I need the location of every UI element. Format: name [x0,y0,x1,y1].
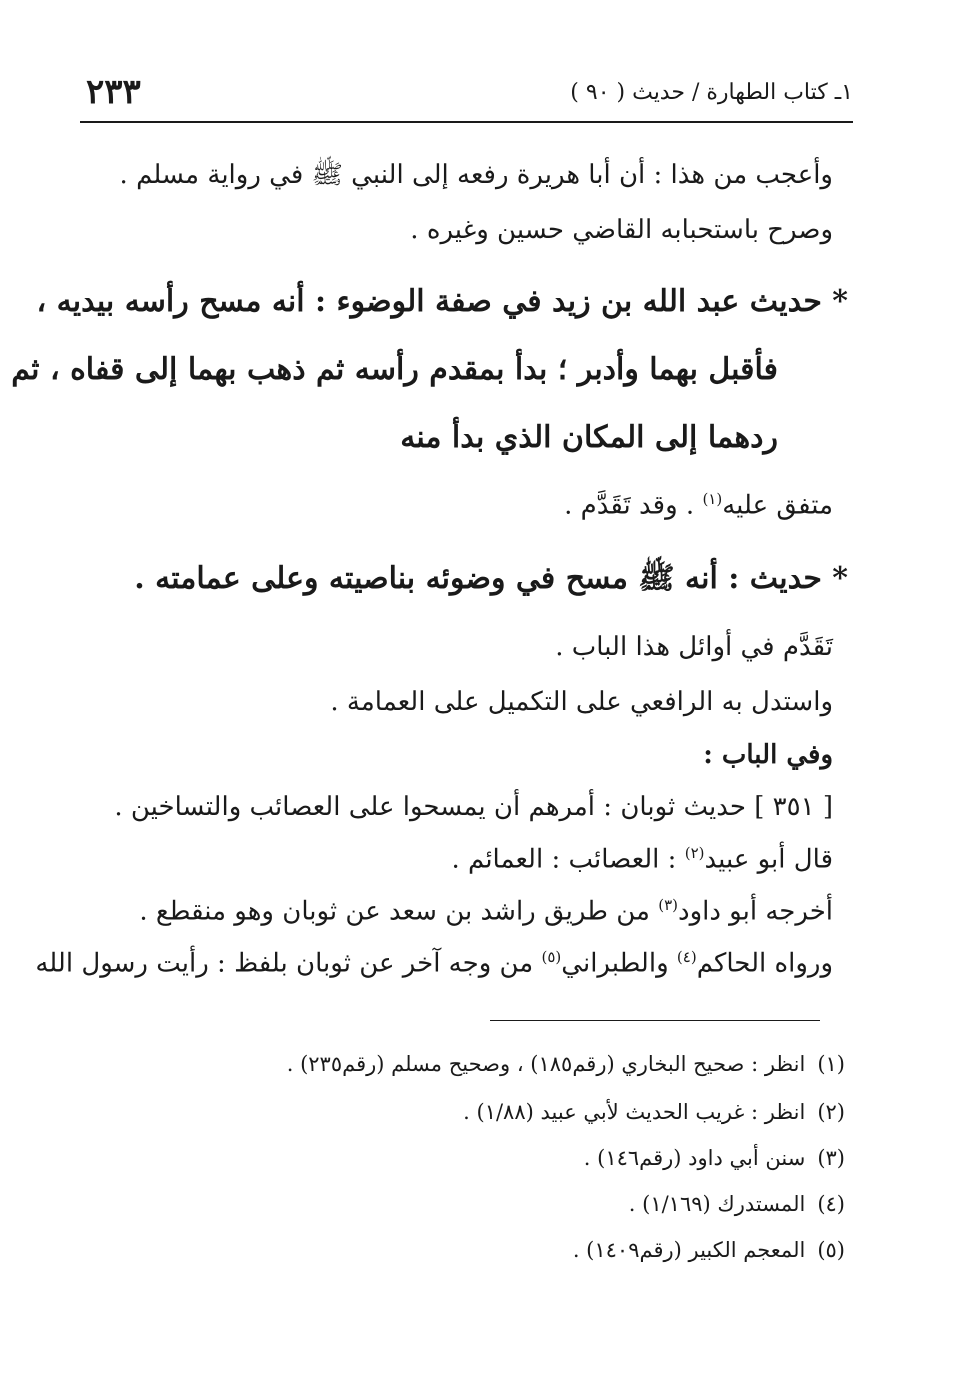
footnote [629,1192,845,1216]
text-run: من وجه آخر عن ثوبان بلفظ : رأيت رسول الله [35,948,542,979]
footnote [287,1052,845,1076]
paragraph-line: واستدل به الرافعي على التكميل على العمامة . [330,687,833,717]
text-run: متفق عليه [722,490,833,521]
header-divider [80,121,853,123]
text-run: من طريق راشد بن سعد عن ثوبان وهو منقطع . [139,896,659,927]
footnote-number: (٤) [817,1192,845,1216]
paragraph-line: [ ٣٥١ ] حديث ثوبان : أمرهم أن يمسحوا على العصائب والتساخين . [114,792,833,822]
footnote-text: المستدرك (١/١٦٩) . [628,1192,806,1216]
footnote-text: انظر : غريب الحديث لأبي عبيد (١/٨٨) . [463,1100,806,1124]
footnote-divider [490,1020,820,1021]
text-run: : العصائب : العمائم . [451,844,685,875]
footnote [463,1100,845,1124]
footnote-number: (١) [817,1052,845,1076]
paragraph-line [35,948,833,979]
paragraph-line: وأعجب من هذا : أن أبا هريرة رفعه إلى النبي ﷺ في رواية مسلم . [119,160,833,190]
footnote-ref[interactable]: (١) [702,490,723,508]
running-header [80,72,853,118]
hadith-heading-line: ردهما إلى المكان الذي بدأ منه [400,420,778,455]
paragraph-line [139,896,833,927]
footnote-number: (٣) [817,1146,845,1170]
section-heading: وفي الباب : [703,740,833,770]
hadith-heading-line: * حديث : أنه ﷺ مسح في وضوئه بناصيته وعلى عمامته . [134,561,848,596]
text-run: أخرجه أبو داود [677,896,833,927]
text-run: قال أبو عبيد [704,844,833,875]
paragraph-line [451,844,833,875]
page-number: ٢٣٣ [86,72,141,112]
paragraph-line: وصرح باستحبابه القاضي حسين وغيره . [410,215,833,245]
footnote-ref[interactable]: (٢) [684,844,705,862]
hadith-heading-line: * حديث عبد الله بن زيد في صفة الوضوء : أنه مسح رأسه بيديه ، [36,284,848,319]
footnote-text: المعجم الكبير (رقم١٤٠٩) . [572,1238,806,1262]
footnote-number: (٢) [817,1100,845,1124]
hadith-heading-line: فأقبل بهما وأدبر ؛ بدأ بمقدم رأسه ثم ذهب بهما إلى قفاه ، ثم [11,352,778,387]
text-run: والطبراني [561,948,677,979]
footnote-number: (٥) [817,1238,845,1262]
text-run: ورواه الحاكم [696,948,833,979]
footnote [573,1238,845,1262]
paragraph-line [564,490,833,521]
footnote-text: انظر : صحيح البخاري (رقم١٨٥) ، وصحيح مسلم (رقم٢٣٥) . [286,1052,806,1076]
text-run: . وقد تَقَدَّم . [564,490,703,521]
footnote-ref[interactable]: (٣) [658,896,678,914]
footnote-ref[interactable]: (٤) [676,948,697,966]
footnote-ref[interactable]: (٥) [541,948,562,966]
paragraph-line: تَقَدَّم في أوائل هذا الباب . [555,632,833,662]
footnote [584,1146,845,1170]
footnote-text: سنن أبي داود (رقم١٤٦) . [583,1146,806,1170]
chapter-title: ١ـ كتاب الطهارة / حديث ( ٩٠ ) [570,80,853,105]
